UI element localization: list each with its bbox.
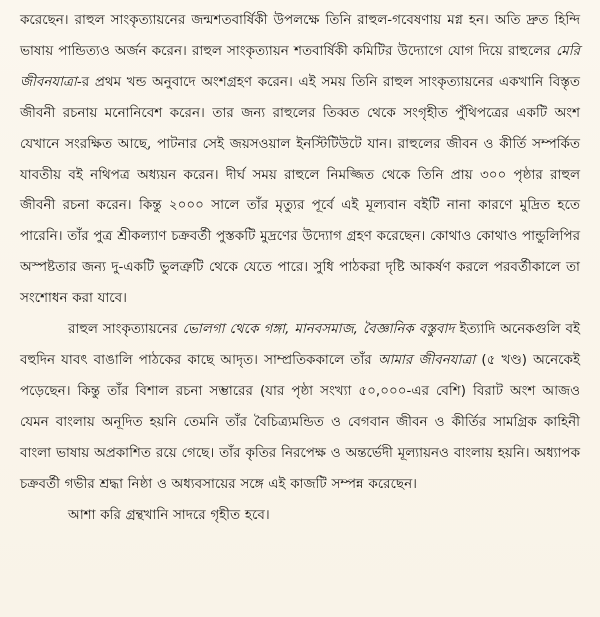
body-text: -র প্রথম খন্ড অনুবাদে অংশগ্রহণ করেন। এই সময় তিনি রাহুল সাংকৃত্যায়নের একখানি বিস্তৃত জীবনী রচনায় মনোনিবেশ করেন। তার জন্য রাহুলের তিব্বত থেকে সংগৃহীত পুঁথিপত্রের একটি অংশ যেখানে সংরক্ষিত আছে, পাটনার সেই জয়সওয়াল ইনস্টিটিউটে যান। রাহুলের জীবন ও কীর্তি সম্পর্কিত যাবতীয় বই নথিপত্র অধ্যয়ন করেন। দীর্ঘ সময় রাহুলে নিমজ্জিত থেকে তিনি প্রায় ৩০০ পৃষ্ঠার রাহুল জীবনী রচনা করেন। কিন্তু ২০০০ সালে তাঁর মৃত্যুর পূর্বে এই মূল্যবান বইটি নানা কারণে মুদ্রিত হতে পারেনি। তাঁর পুত্র শ্রীকল্যাণ চক্রবর্তী পুস্তকটি মুদ্রণের উদ্যোগ গ্রহণ করেছেন। কোথাও কোথাও পান্ডুলিপির অস্পষ্টতার জন্য দু-একটি ভুলত্রুটি থেকে যেতে পারে। সুধি পাঠকরা দৃষ্টি আকর্ষণ করলে পরবর্তীকালে তা সংশোধন করা যাবে।: [20, 74, 580, 307]
book-title-text: ভোলগা থেকে গঙ্গা, মানবসমাজ, বৈজ্ঞানিক বস্তুবাদ: [182, 322, 455, 338]
body-text: রাহুল সাংকৃত্যায়নের: [68, 322, 183, 338]
body-text: (৫ খণ্ড) অনেকেই পড়েছেন। কিন্তু তাঁর বিশাল রচনা সম্ভারের (যার পৃষ্ঠা সংখ্যা ৫০,০০০-এর বেশি) বিরাট অংশ আজও যেমন বাংলায় অনূদিত হয়নি তেমনি তাঁর বৈচিত্র্যমন্ডিত ও বেগবান জীবন ও কীর্তির সামগ্রিক কাহিনী বাংলা ভাষায় অপ্রকাশিত রয়ে গেছে। তাঁর কৃতির নিরপেক্ষ ও অন্তর্ভেদী মূল্যায়নও বাংলায় হয়নি। অধ্যাপক চক্রবর্তী গভীর শ্রদ্ধা নিষ্ঠা ও অধ্যবসায়ের সঙ্গে এই কাজটি সম্পন্ন করেছেন।: [20, 352, 580, 492]
paragraph-1: [20, 6, 580, 315]
paragraph-2: [20, 315, 580, 500]
book-title-text: আমার জীবনযাত্রা: [377, 352, 476, 368]
paragraph-3: [20, 501, 580, 532]
body-text: ইত্যাদি অনেকগুলি বই বহুদিন যাবৎ বাঙালি পাঠকের কাছে আদৃত। সাম্প্রতিককালে তাঁর: [20, 322, 580, 368]
book-title-text: মেরি জীবনযাত্রা: [20, 43, 580, 90]
body-text: আশা করি গ্রন্থখানি সাদরে গৃহীত হবে।: [68, 507, 270, 523]
body-text: করেছেন। রাহুল সাংকৃত্যায়নের জন্মশতবার্ষিকী উপলক্ষে তিনি রাহুল-গবেষণায় মগ্ন হন। অতি দ্রুত হিন্দি ভাষায় পান্ডিত্যও অর্জন করেন। রাহুল সাংকৃত্যায়ন শতবার্ষিকী কমিটির উদ্যোগে যোগ দিয়ে রাহুলের: [20, 13, 580, 59]
